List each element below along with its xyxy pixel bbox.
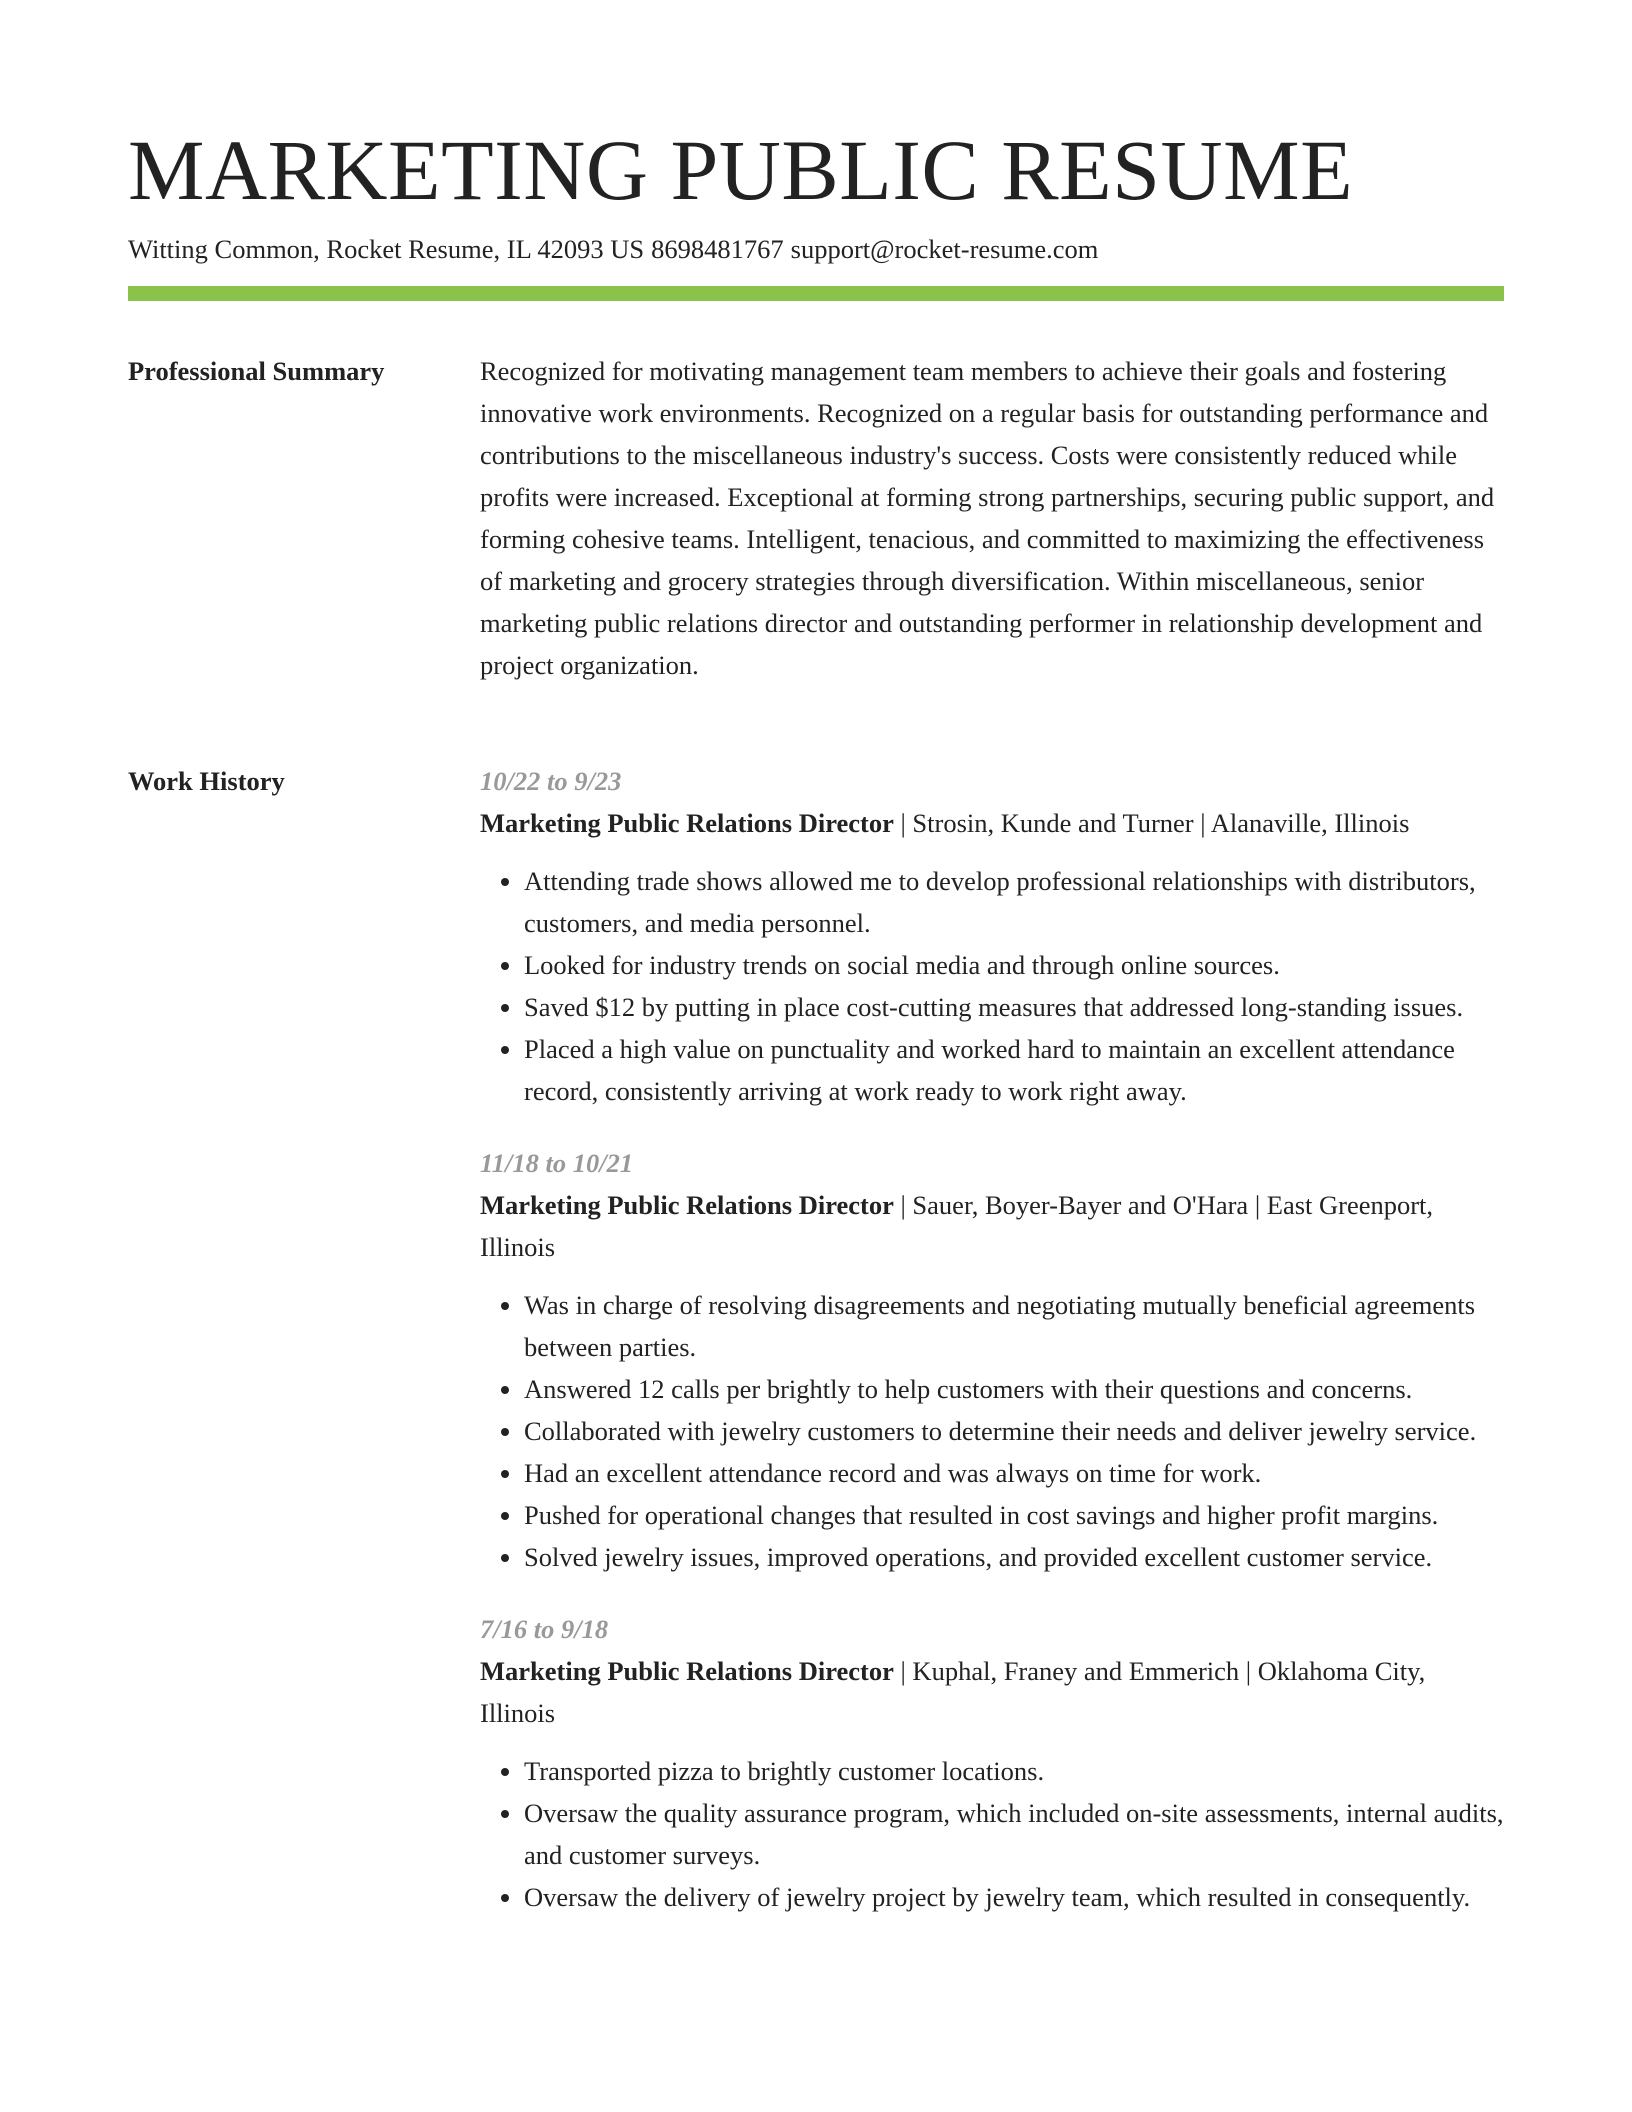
summary-text: Recognized for motivating management team members to achieve their goals and fostering innovative work environments. Recognized on a regular basis for outstanding performance and contributions to the miscellaneous industry's success. Costs were consistently reduced while profits were increased. Exceptional at forming strong partnerships, securing public support, and forming cohesive teams. Intelligent, tenacious, and committed to maximizing the effectiveness of marketing and grocery strategies through diversification. Within miscellaneous, senior marketing public relations director and outstanding performer in relationship development and project organization. bbox=[480, 356, 1495, 680]
resume-name: MARKETING PUBLIC RESUME bbox=[128, 122, 1354, 218]
job-employer-location: | Sauer, Boyer-Bayer and O'Hara | East Greenport, Illinois bbox=[480, 1190, 1434, 1262]
job-bullet: • Pushed for operational changes that resulted in cost savings and higher profit margins. bbox=[524, 1494, 1504, 1536]
summary-heading: Professional Summary bbox=[128, 356, 385, 386]
job-header bbox=[480, 802, 1504, 844]
job-bullet: • Oversaw the delivery of jewelry project by jewelry team, which resulted in consequently. bbox=[524, 1876, 1504, 1918]
contact-address: Witting Common, Rocket Resume, IL 42093 US bbox=[128, 234, 645, 264]
summary-body bbox=[480, 350, 1504, 686]
job-bullet: • Solved jewelry issues, improved operations, and provided excellent customer service. bbox=[524, 1536, 1504, 1578]
job-bullet: • Saved $12 by putting in place cost-cutting measures that addressed long-standing issues. bbox=[524, 986, 1504, 1028]
job-header bbox=[480, 1650, 1504, 1734]
job-bullet: • Answered 12 calls per brightly to help customers with their questions and concerns. bbox=[524, 1368, 1504, 1410]
job-bullet: • Oversaw the quality assurance program, which included on-site assessments, internal audits, and customer surveys. bbox=[524, 1792, 1504, 1876]
header-divider bbox=[128, 286, 1504, 301]
job-title: Marketing Public Relations Director bbox=[480, 1190, 894, 1220]
job-employer-location: | Kuphal, Franey and Emmerich | Oklahoma City, Illinois bbox=[480, 1656, 1426, 1728]
job-bullet: • Attending trade shows allowed me to develop professional relationships with distributors, customers, and media personnel. bbox=[524, 860, 1504, 944]
work-history-heading: Work History bbox=[128, 766, 285, 796]
job-entry bbox=[480, 1142, 1504, 1578]
job-title: Marketing Public Relations Director bbox=[480, 1656, 894, 1686]
job-bullet: • Was in charge of resolving disagreements and negotiating mutually beneficial agreements between parties. bbox=[524, 1284, 1504, 1368]
job-entry bbox=[480, 760, 1504, 1112]
job-title: Marketing Public Relations Director bbox=[480, 808, 894, 838]
job-dates: 11/18 to 10/21 bbox=[480, 1148, 634, 1178]
job-dates: 7/16 to 9/18 bbox=[480, 1614, 609, 1644]
contact-line bbox=[128, 232, 1098, 266]
job-bullet-list bbox=[480, 1284, 1504, 1578]
job-employer-location: | Strosin, Kunde and Turner | Alanaville, Illinois bbox=[893, 808, 1410, 838]
contact-email: support@rocket-resume.com bbox=[790, 234, 1099, 264]
job-bullet-list bbox=[480, 860, 1504, 1112]
work-history-body bbox=[480, 760, 1504, 1948]
job-bullet: • Placed a high value on punctuality and worked hard to maintain an excellent attendance record, consistently arriving at work ready to work right away. bbox=[524, 1028, 1504, 1112]
job-bullet: • Transported pizza to brightly customer locations. bbox=[524, 1750, 1504, 1792]
contact-phone: 8698481767 bbox=[651, 234, 784, 264]
job-bullet: • Had an excellent attendance record and was always on time for work. bbox=[524, 1452, 1504, 1494]
job-entry bbox=[480, 1608, 1504, 1918]
job-bullet: • Looked for industry trends on social media and through online sources. bbox=[524, 944, 1504, 986]
job-dates: 10/22 to 9/23 bbox=[480, 766, 622, 796]
job-bullet-list bbox=[480, 1750, 1504, 1918]
job-bullet: • Collaborated with jewelry customers to determine their needs and deliver jewelry service. bbox=[524, 1410, 1504, 1452]
job-header bbox=[480, 1184, 1504, 1268]
